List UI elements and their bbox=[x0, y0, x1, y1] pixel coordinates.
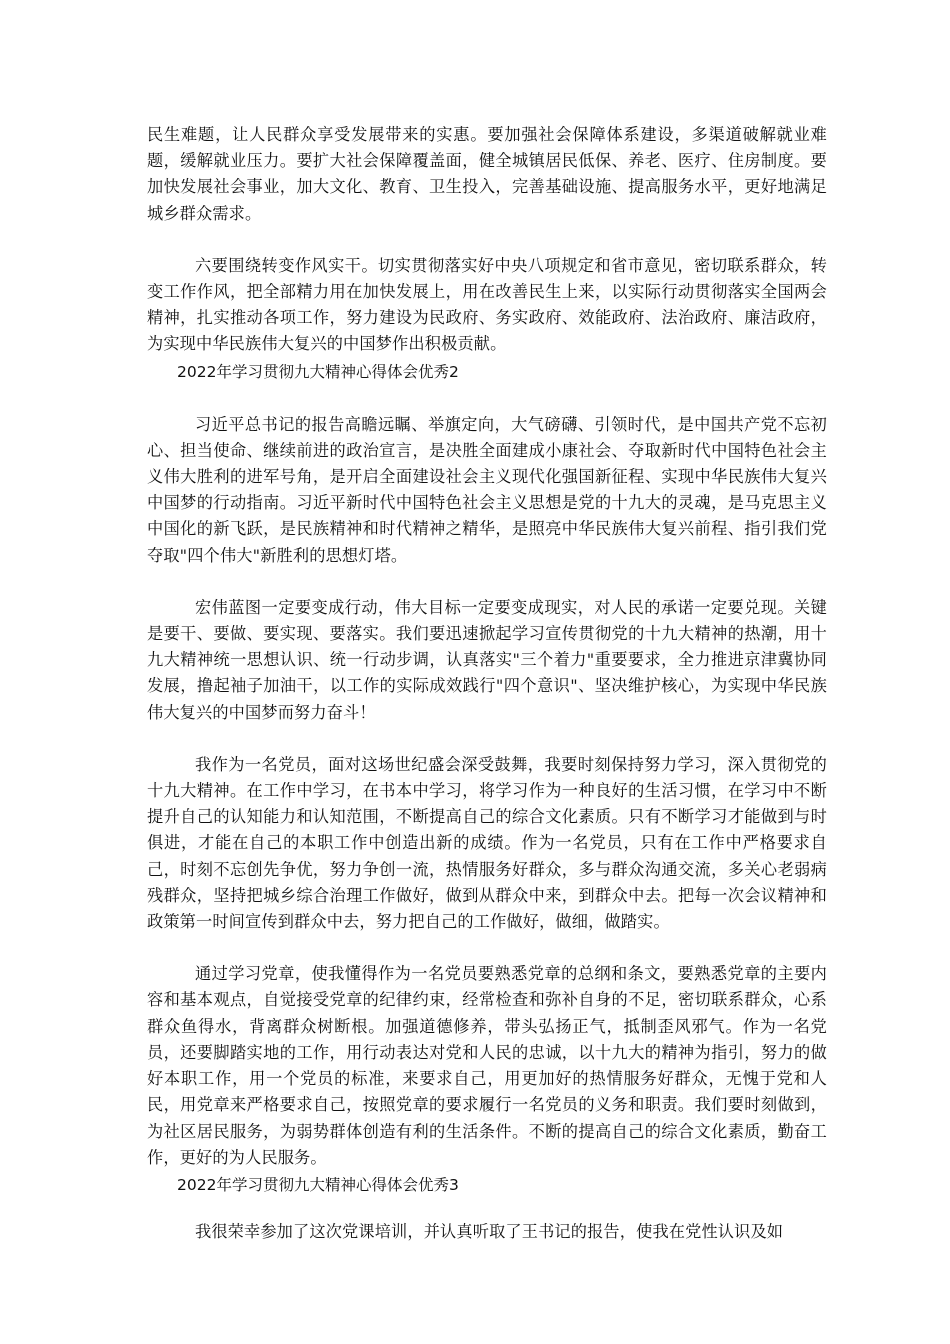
paragraph-livelihood: 民生难题，让人民群众享受发展带来的实惠。要加强社会保障体系建设，多渠道破解就业难题，缓解就业压力。要扩大社会保障覆盖面，健全城镇居民低保、养老、医疗、住房制度。要加快发展社会事业，加大文化、教育、卫生投入，完善基础设施、提高服务水平，更好地满足城乡群众需求。 bbox=[147, 125, 827, 223]
paragraph-party-class: 我很荣幸参加了这次党课培训，并认真听取了王书记的报告，使我在党性认识及如 bbox=[195, 1221, 784, 1241]
paragraph-gap bbox=[147, 935, 827, 961]
paragraph-blueprint: 宏伟蓝图一定要变成行动，伟大目标一定要变成现实，对人民的承诺一定要兑现。关键是要干、要做、要实现、要落实。我们要迅速掀起学习宣传贯彻党的十九大精神的热潮，用十九大精神统一思想认识、统一行动步调，认真落实"三个着力"重要要求，全力推进京津冀协同发展，撸起袖子加油干，以工作的实际成效践行"四个意识"、坚决维护核心，为实现中华民族伟大复兴的中国梦而努力奋斗！ bbox=[147, 597, 827, 722]
section-heading-3: 2022年学习贯彻九大精神心得体会优秀3 bbox=[177, 1175, 459, 1194]
document-page bbox=[147, 122, 827, 1245]
paragraph-gap bbox=[147, 1199, 827, 1219]
paragraph-gap bbox=[147, 227, 827, 253]
section-heading-2: 2022年学习贯彻九大精神心得体会优秀2 bbox=[177, 362, 459, 381]
paragraph-party-constitution: 通过学习党章，使我懂得作为一名党员要熟悉党章的总纲和条文，要熟悉党章的主要内容和基本观点，自觉接受党章的纪律约束，经常检查和弥补自身的不足，密切联系群众，心系群众鱼得水，背离群众树断根。加强道德修养，带头弘扬正气，抵制歪风邪气。作为一名党员，还要脚踏实地的工作，用行动表达对党和人民的忠诚，以十九大的精神为指引，努力的做好本职工作，用一个党员的标准，来要求自己，用更加好的热情服务好群众，无愧于党和人民，用党章来严格要求自己，按照党章的要求履行一名党员的义务和职责。我们要时刻做到，为社区居民服务，为弱势群体创造有利的生活条件。不断的提高自己的综合文化素质，勤奋工作，更好的为人民服务。 bbox=[147, 964, 827, 1167]
paragraph-work-style: 六要围绕转变作风实干。切实贯彻落实好中央八项规定和省市意见，密切联系群众，转变工作作风，把全部精力用在加快发展上，用在改善民生上来，以实际行动贯彻落实全国两会精神，扎实推动各项工作，努力建设为民政府、务实政府、效能政府、法治政府、廉洁政府，为实现中华民族伟大复兴的中国梦作出积极贡献。 bbox=[147, 255, 827, 354]
paragraph-gap bbox=[147, 386, 827, 412]
paragraph-report: 习近平总书记的报告高瞻远瞩、举旗定向，大气磅礴、引领时代，是中国共产党不忘初心、担当使命、继续前进的政治宣言，是决胜全面建成小康社会、夺取新时代中国特色社会主义伟大胜利的进军号角，是开启全面建设社会主义现代化强国新征程、实现中华民族伟大复兴中国梦的行动指南。习近平新时代中国特色社会主义思想是党的十九大的灵魂，是马克思主义中国化的新飞跃，是民族精神和时代精神之精华，是照亮中华民族伟大复兴前程、指引我们党夺取"四个伟大"新胜利的思想灯塔。 bbox=[147, 414, 827, 565]
paragraph-party-member: 我作为一名党员，面对这场世纪盛会深受鼓舞，我要时刻保持努力学习，深入贯彻党的十九大精神。在工作中学习，在书本中学习，将学习作为一种良好的生活习惯，在学习中不断提升自己的认知能力和认知范围，不断提高自己的综合文化素质。只有不断学习才能做到与时俱进，才能在自己的本职工作中创造出新的成绩。作为一名党员，只有在工作中严格要求自己，时刻不忘创先争优，努力争创一流，热情服务好群众，多与群众沟通交流，多关心老弱病残群众，坚持把城乡综合治理工作做好，做到从群众中来，到群众中去。把每一次会议精神和政策第一时间宣传到群众中去，努力把自己的工作做好，做细，做踏实。 bbox=[147, 754, 827, 932]
paragraph-gap bbox=[147, 569, 827, 595]
paragraph-gap bbox=[147, 726, 827, 752]
